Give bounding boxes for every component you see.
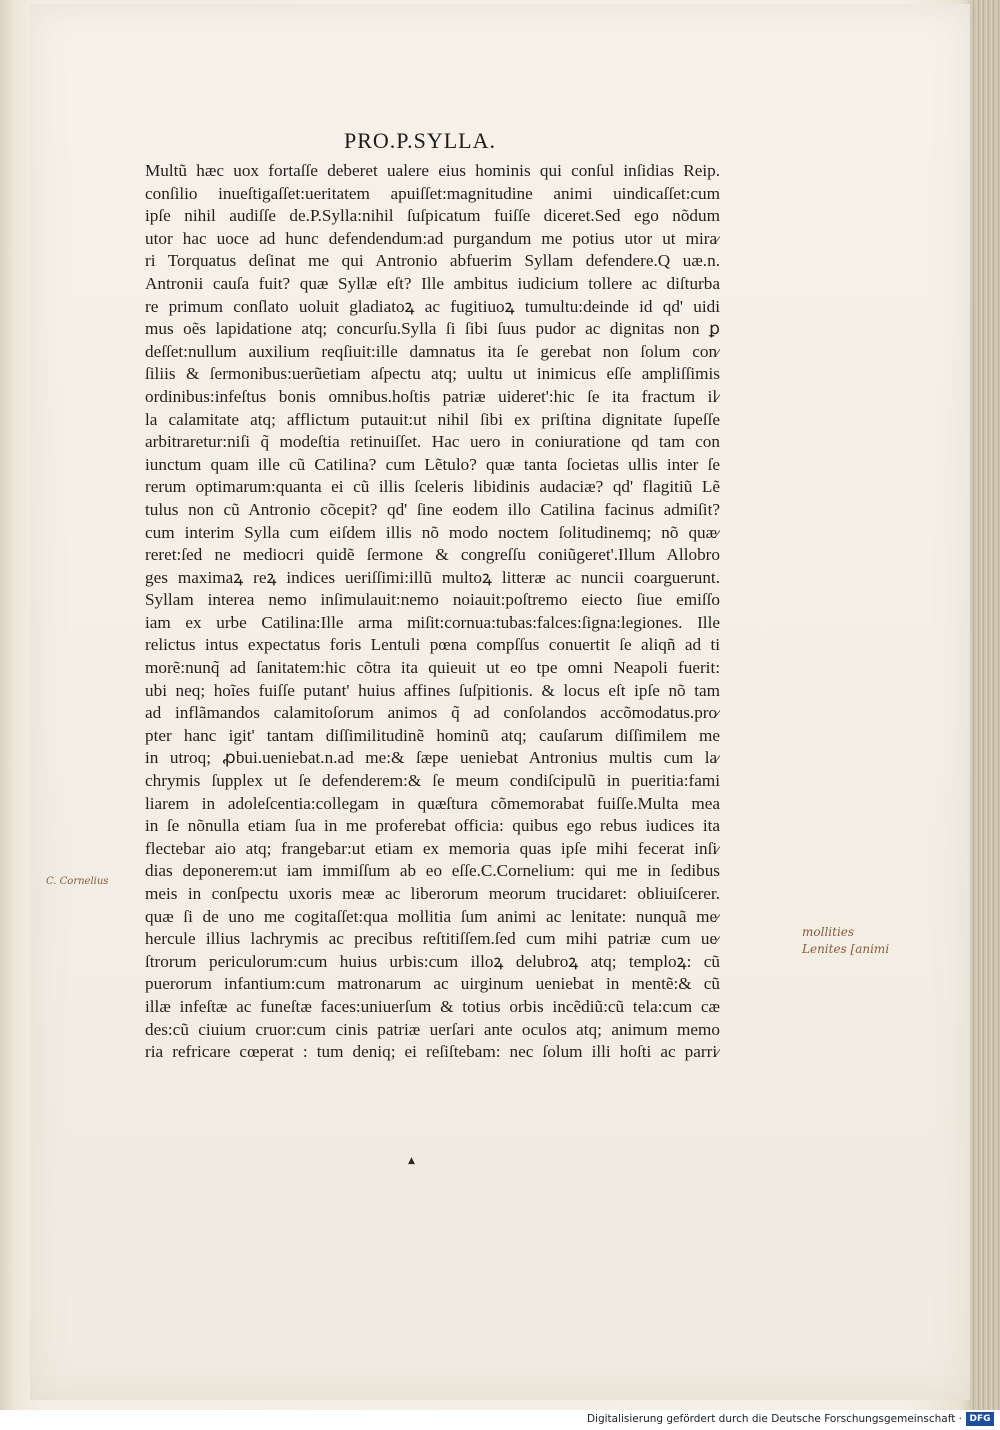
text-line: puerorum infantium:cum matronarum ac uirginum ueniebat in mentẽ:& cũ <box>145 974 720 994</box>
text-line: pter hanc igit' tantam diſſimilitudinẽ hominũ atq; cauſarum diſſimilem me <box>145 725 720 745</box>
text-line: in utroq; ꝓbui.ueniebat.n.ad me:& ſæpe ueniebat Antronius multis cum la⁄ <box>145 748 720 768</box>
text-line: meis in conſpectu uxoris meæ ac liberorum meorum trucidaret: obliuiſcerer. <box>145 884 720 903</box>
text-line: iunctum quam ille cũ Catilina? cum Lẽtulo? quæ tanta ſocietas ullis inter ſe <box>145 454 720 474</box>
page-stack-edge <box>970 0 1000 1410</box>
text-line: dias deponerem:ut iam immiſſum ab eo eſſe.C.Cornelium: qui me in ſedibus <box>145 861 720 881</box>
marginal-note-right-1: mollities <box>802 925 855 939</box>
text-line: relictus intus expectatus foris Lentuli pœna compſſus conuertit ſe aliqñ ad ti <box>145 635 720 655</box>
text-line: deſſet:nullum auxilium reqſiuit:ille damnatus ita ſe gerebat non ſolum con⁄ <box>145 341 720 361</box>
text-line: ria refricare cœperat : tum deniq; ei reſiſtebam: nec ſolum illi hoſti ac parri⁄ <box>145 1042 720 1062</box>
text-line: re primum conſlato uoluit gladiatoꝝ ac fugitiuoꝝ tumultu:deinde id qd' uidi <box>145 296 720 316</box>
text-line: ordinibus:infeſtus bonis omnibus.hoſtis patriæ uideret':hic ſe ita fractum il⁄ <box>145 386 720 406</box>
marginal-note-right-2: Lenites [animi <box>802 942 890 956</box>
text-line: iam ex urbe Catilina:Ille arma miſit:cornua:tubas:falces:ſigna:legiones. Ille <box>145 612 720 632</box>
text-line: conſilio inueſtigaſſet:ueritatem apuiſſet:magnitudine animi uindicaſſet:cum <box>145 183 720 203</box>
text-line: ges maximaꝝ reꝝ indices ueriſſimi:illũ multoꝝ litteræ ac nuncii coarguerunt. <box>145 567 720 587</box>
text-line: Syllam interea nemo inſimulauit:nemo noiauit:poſtremo eiecto ſiue emiſſo <box>145 590 720 610</box>
text-line: ſtrorum periculorum:cum huius urbis:cum illoꝝ delubroꝝ atq; temploꝝ: cũ <box>145 951 720 971</box>
ornament-mark: ▲ <box>408 1156 415 1166</box>
marginal-note-left: C. Cornelius <box>46 876 109 887</box>
text-line: reret:ſed ne mediocri quidẽ ſermone & congreſſu coniũgeret'.Illum Allobro <box>145 545 720 565</box>
text-line: Antronii cauſa fuit? quæ Syllæ eſt? Ille ambitus iudicium tollere ac diſturba <box>145 273 720 293</box>
text-line: liarem in adoleſcentia:collegam in quæſtura cõmemorabat fuiſſe.Multa mea <box>145 793 720 813</box>
text-line: mus oẽs lapidatione atq; concurſu.Sylla ſi ſibi ſuus pudor ac dignitas non ꝑ <box>145 319 720 339</box>
text-line: rerum optimarum:quanta ei cũ illis ſceleris libidinis audaciæ? qd' flagitiũ Lẽ <box>145 477 720 497</box>
text-line: hercule illius lachrymis ac precibus reſtitiſſem.ſed cum mihi patriæ cum ue⁄ <box>145 929 720 949</box>
text-line: arbitraretur:niſi q̃ modeſtia retinuiſſet. Hac uero in coniuratione qd tam con <box>145 432 720 452</box>
footer-credit: Digitalisierung gefördert durch die Deutsche Forschungsgemeinschaft · <box>586 1413 962 1425</box>
text-line: quæ ſi de uno me cogitaſſet:qua mollitia ſum animi ac lenitate: nunquã me⁄ <box>145 906 720 926</box>
text-line: la calamitate atq; afflictum putauit:ut nihil ſibi ex priſtina dignitate ſupeſſe <box>145 409 720 429</box>
text-line: cum interim Sylla cum eiſdem illis nõ modo noctem ſolitudinemq; nõ quæ⁄ <box>145 522 720 542</box>
text-line: ipſe nihil audiſſe de.P.Sylla:nihil ſuſpicatum fuiſſe diceret.Sed ego nõdum <box>145 206 720 226</box>
text-line: ſiliis & ſermonibus:uerũetiam aſpectu atq; uultu ut inimicus eſſe ampliſſimis <box>145 364 720 384</box>
running-heading: PRO.P.SYLLA. <box>344 128 496 153</box>
text-line: illæ infeſtæ ac funeſtæ faces:uniuerſum & totius orbis incẽdiũ:cũ tela:cum cæ <box>145 996 720 1016</box>
dfg-logo: DFG <box>966 1412 994 1426</box>
text-line: ubi neq; hoĩes fuiſſe putant' huius affines ſuſpitionis. & locus eſt ipſe nõ tam <box>145 680 720 700</box>
text-line: flectebar aio atq; frangebar:ut etiam ex memoria quas ipſe mihi fecerat inſi⁄ <box>145 838 720 858</box>
main-text-block <box>145 160 720 1064</box>
text-line: tulus non cũ Antronio cõcepit? qd' ſine eodem illo Catilina facinus admiſit? <box>145 499 720 519</box>
text-line: ad inflãmandos calamitoſorum animos q̃ ad conſolandos accõmodatus.pro⁄ <box>145 703 720 723</box>
text-line: in ſe nõnulla etiam ſua in me proferebat officia: quibus ego rebus iudices ita <box>145 816 720 836</box>
text-line: chrymis ſupplex ut ſe defenderem:& ſe meum condiſcipulũ in pueritia:fami <box>145 771 720 791</box>
text-line: des:cũ ciuium cruor:cum cinis patriæ uerſari ante oculos atq; animum memo <box>145 1019 720 1039</box>
text-line: ri Torquatus deſinat me qui Antronio abfuerim Syllam defendere.Q uæ.n. <box>145 251 720 271</box>
text-line: morẽ:nunq̃ ad ſanitatem:hic cõtra ita quieuit ut eo tpe omni Neapoli fuerit: <box>145 658 720 678</box>
text-line: Multũ hæc uox fortaſſe deberet ualere eius hominis qui conſul inſidias Reip. <box>145 161 720 180</box>
text-line: utor hac uoce ad hunc defendendum:ad purgandum me potius utor ut mira⁄ <box>145 228 720 248</box>
